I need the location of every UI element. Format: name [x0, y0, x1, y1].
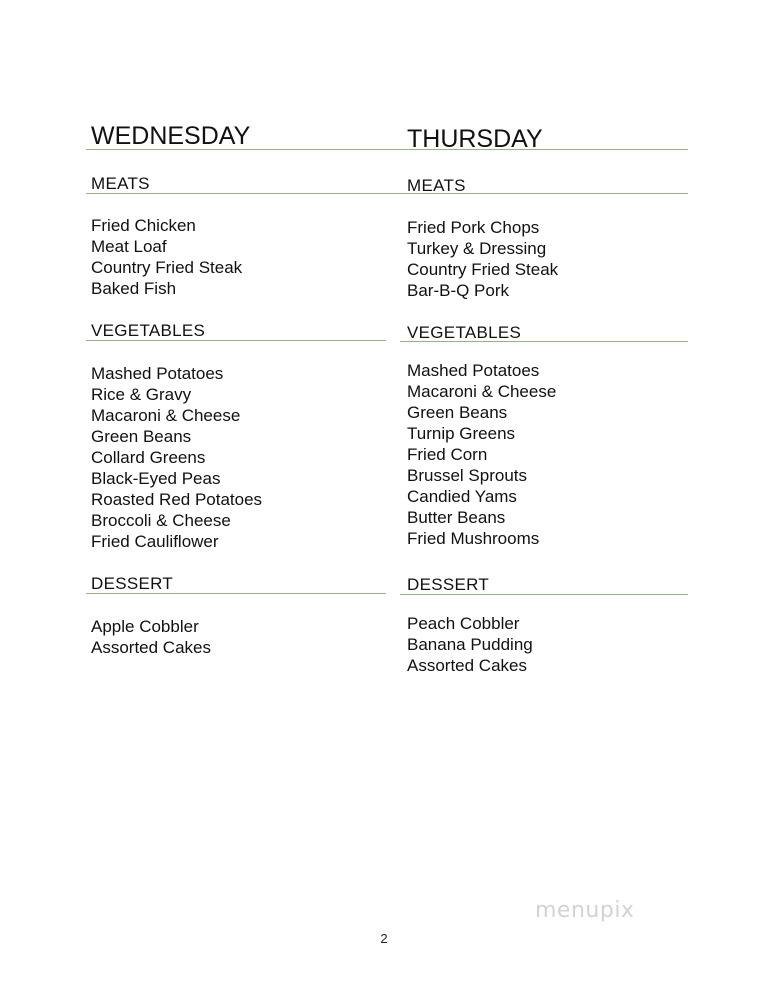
wednesday-vegetable-item: Roasted Red Potatoes: [91, 490, 263, 509]
wednesday-dessert-heading: DESSERT: [91, 574, 174, 593]
thursday-title: THURSDAY: [407, 125, 543, 153]
thursday-vegetable-item: Mashed Potatoes: [407, 361, 540, 380]
thursday-meat-item: Bar-B-Q Pork: [407, 281, 510, 300]
thursday-vegetable-item: Green Beans: [407, 403, 508, 422]
wednesday-vegetable-item: Macaroni & Cheese: [91, 406, 241, 425]
wednesday-meat-item: Fried Chicken: [91, 216, 196, 235]
thursday-vegetable-item: Candied Yams: [407, 487, 517, 506]
thursday-dessert-heading: DESSERT: [407, 575, 490, 594]
thursday-vegetable-item: Fried Corn: [407, 445, 488, 464]
wednesday-meat-item: Meat Loaf: [91, 237, 167, 256]
wednesday-meat-item: Country Fried Steak: [91, 258, 243, 277]
thursday-dessert-item: Peach Cobbler: [407, 614, 520, 633]
page-number: 2: [380, 931, 388, 946]
wednesday-title: WEDNESDAY: [91, 122, 251, 150]
thursday-dessert-item: Banana Pudding: [407, 635, 533, 654]
thursday-dessert-item: Assorted Cakes: [407, 656, 527, 675]
thursday-vegetable-item: Turnip Greens: [407, 424, 516, 443]
wednesday-meat-item: Baked Fish: [91, 279, 177, 298]
thursday-vegetable-item: Fried Mushrooms: [407, 529, 540, 548]
wednesday-vegetable-item: Broccoli & Cheese: [91, 511, 231, 530]
thursday-meat-item: Country Fried Steak: [407, 260, 559, 279]
thursday-vegetable-item: Butter Beans: [407, 508, 506, 527]
meats-rule: [86, 193, 688, 194]
thursday-vegetable-item: Macaroni & Cheese: [407, 382, 557, 401]
wednesday-vegetable-item: Black-Eyed Peas: [91, 469, 221, 488]
wednesday-dessert-item: Apple Cobbler: [91, 617, 199, 636]
wednesday-vegetables-heading: VEGETABLES: [91, 321, 206, 340]
thursday-meat-item: Fried Pork Chops: [407, 218, 540, 237]
thursday-vegetable-item: Brussel Sprouts: [407, 466, 527, 485]
thursday-vegetables-heading: VEGETABLES: [407, 323, 522, 342]
wednesday-vegetable-item: Mashed Potatoes: [91, 364, 224, 383]
wednesday-vegetable-item: Collard Greens: [91, 448, 206, 467]
wednesday-vegetable-item: Rice & Gravy: [91, 385, 192, 404]
watermark-logo: menupix: [535, 898, 635, 923]
wednesday-dessert-item: Assorted Cakes: [91, 638, 211, 657]
wednesday-vegetable-item: Green Beans: [91, 427, 192, 446]
wednesday-meats-heading: MEATS: [91, 174, 150, 193]
wednesday-vegetable-item: Fried Cauliflower: [91, 532, 219, 551]
thursday-meat-item: Turkey & Dressing: [407, 239, 547, 258]
thursday-meats-heading: MEATS: [407, 176, 466, 195]
